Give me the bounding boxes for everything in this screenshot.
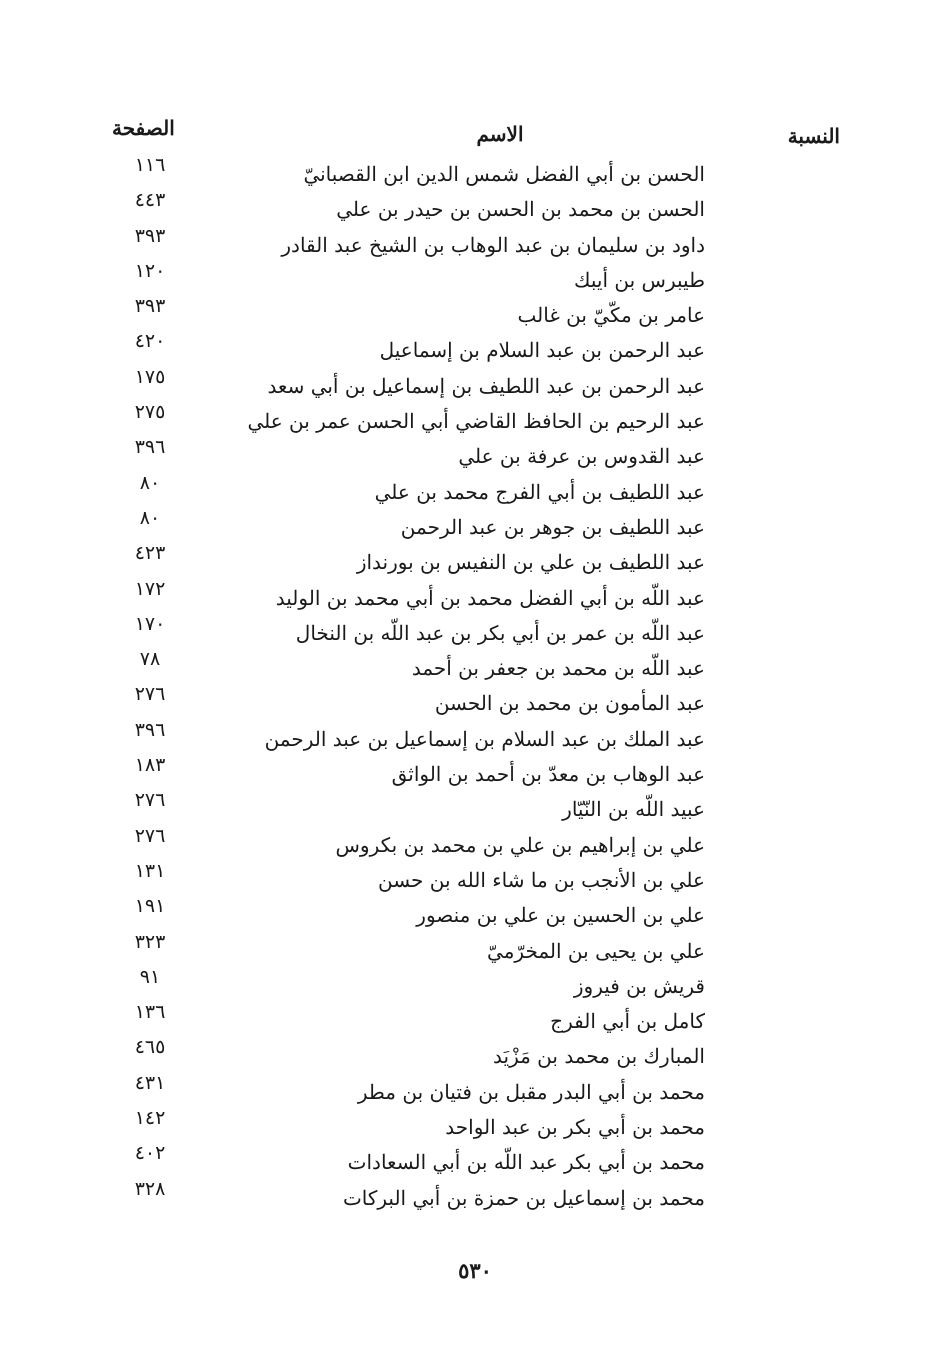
entry-name: عبد الملك بن عبد السلام بن إسماعيل بن عبد الرحمن bbox=[264, 726, 705, 751]
entry-name: طيبرس بن أيبك bbox=[574, 267, 705, 292]
entry-page: ٣٢٣ bbox=[134, 930, 166, 953]
entry-name: عبد القدوس بن عرفة بن علي bbox=[458, 444, 705, 469]
entry-name: عبد اللطيف بن علي بن النفيس بن بورنداز bbox=[356, 550, 705, 575]
entry-page: ١٤٢ bbox=[134, 1107, 166, 1130]
entry-name: عبيد اللّه بن النّيّار bbox=[562, 797, 705, 822]
entry-page: ١٧٥ bbox=[134, 365, 166, 388]
column-header-page: الصفحة bbox=[112, 116, 175, 140]
entry-name: عبد اللطيف بن جوهر بن عبد الرحمن bbox=[400, 514, 705, 539]
entry-page: ٤٦٥ bbox=[134, 1036, 166, 1059]
entry-page: ٣٩٦ bbox=[134, 718, 166, 741]
entry-name: عامر بن مكّيّ بن غالب bbox=[517, 303, 705, 328]
column-header-name: الاسم bbox=[476, 122, 524, 146]
entry-name: قريش بن فيروز bbox=[573, 973, 705, 998]
entry-page: ١٢٠ bbox=[134, 259, 166, 282]
column-header-nisba: النسبة bbox=[787, 124, 840, 148]
entry-page: ٢٧٦ bbox=[134, 683, 166, 706]
entry-page: ٢٧٦ bbox=[134, 824, 166, 847]
entry-name: علي بن يحيى بن المخرّميّ bbox=[487, 938, 705, 963]
entry-name: محمد بن أبي بكر بن عبد الواحد bbox=[445, 1115, 705, 1140]
entry-name: علي بن الأنجب بن ما شاء الله بن حسن bbox=[377, 867, 705, 892]
entry-name: علي بن الحسين بن علي بن منصور bbox=[416, 903, 705, 928]
index-table bbox=[0, 154, 940, 1219]
entry-name: عبد المأمون بن محمد بن الحسن bbox=[434, 691, 705, 716]
entry-page: ٨٠ bbox=[139, 471, 161, 494]
entry-name: محمد بن إسماعيل بن حمزة بن أبي البركات bbox=[342, 1185, 705, 1210]
entry-page: ١٨٣ bbox=[134, 754, 166, 777]
entry-page: ٤٠٢ bbox=[134, 1142, 166, 1165]
entry-page: ٨٠ bbox=[139, 506, 161, 529]
entry-page: ٢٧٥ bbox=[134, 401, 166, 424]
entry-name: كامل بن أبي الفرج bbox=[550, 1009, 705, 1034]
entry-page: ٣٩٦ bbox=[134, 436, 166, 459]
entry-page: ٤٤٣ bbox=[134, 189, 166, 212]
entry-page: ٤٣١ bbox=[134, 1071, 166, 1094]
entry-name: عبد الرحمن بن عبد اللطيف بن إسماعيل بن أبي سعد bbox=[267, 373, 705, 398]
entry-page: ٣٩٣ bbox=[134, 224, 166, 247]
entry-page: ١٣٦ bbox=[134, 1001, 166, 1024]
entry-name: داود بن سليمان بن عبد الوهاب بن الشيخ عبد القادر bbox=[281, 232, 705, 257]
entry-name: علي بن إبراهيم بن علي بن محمد بن بكروس bbox=[335, 832, 705, 857]
entry-name: الحسن بن محمد بن الحسن بن حيدر بن علي bbox=[336, 197, 705, 222]
entry-page: ٢٧٦ bbox=[134, 789, 166, 812]
entry-name: عبد اللّه بن أبي الفضل محمد بن أبي محمد بن الوليد bbox=[275, 585, 705, 610]
entry-name: عبد اللّه بن عمر بن أبي بكر بن عبد اللّه بن النخال bbox=[295, 620, 705, 645]
entry-page: ٧٨ bbox=[139, 648, 161, 671]
entry-page: ١٣١ bbox=[134, 859, 166, 882]
entry-page: ٤٢٣ bbox=[134, 542, 166, 565]
entry-name: عبد الوهاب بن معدّ بن أحمد بن الواثق bbox=[391, 762, 705, 787]
entry-page: ٤٢٠ bbox=[134, 330, 166, 353]
entry-name: عبد الرحيم بن الحافظ القاضي أبي الحسن عمر بن علي bbox=[247, 409, 705, 434]
entry-name: الحسن بن أبي الفضل شمس الدين ابن القصبانيّ bbox=[303, 162, 705, 186]
entry-page: ٣٩٣ bbox=[134, 295, 166, 318]
entry-name: عبد اللّه بن محمد بن جعفر بن أحمد bbox=[411, 656, 705, 681]
entry-page: ١٧٢ bbox=[134, 577, 166, 600]
entry-page: ٣٢٨ bbox=[134, 1177, 166, 1200]
entry-name: عبد اللطيف بن أبي الفرج محمد بن علي bbox=[374, 479, 705, 504]
entry-page: ١٩١ bbox=[134, 895, 166, 918]
table-row bbox=[0, 1177, 940, 1219]
entry-page: ٩١ bbox=[139, 965, 161, 988]
entry-page: ١١٦ bbox=[134, 154, 166, 176]
entry-name: عبد الرحمن بن عبد السلام بن إسماعيل bbox=[379, 338, 705, 363]
entry-name: محمد بن أبي بكر عبد اللّه بن أبي السعادات bbox=[347, 1150, 705, 1175]
entry-name: محمد بن أبي البدر مقبل بن فتيان بن مطر bbox=[357, 1079, 705, 1104]
page-number: ٥٣٠ bbox=[458, 1258, 492, 1283]
entry-name: المبارك بن محمد بن مَزْيَد bbox=[493, 1044, 705, 1069]
entry-page: ١٧٠ bbox=[134, 612, 166, 635]
